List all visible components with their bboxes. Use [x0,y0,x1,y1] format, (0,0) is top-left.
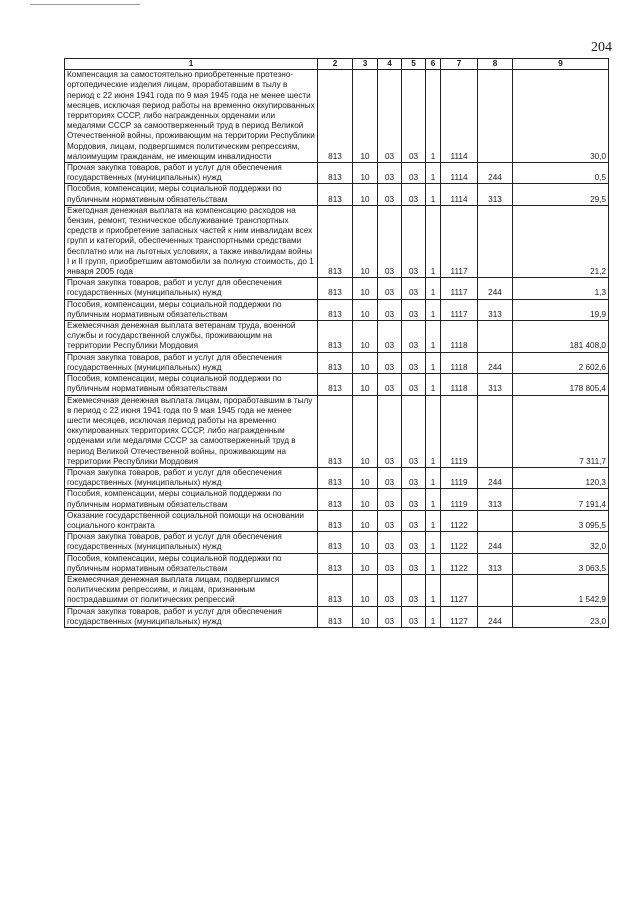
cell-amount: 178 805,4 [513,374,609,395]
cell-article: 1119 [441,467,478,488]
cell-subsection: 03 [378,467,402,488]
table-row [65,532,609,553]
cell-subsection: 03 [378,553,402,574]
cell-expense-type: 313 [478,184,513,205]
cell-expense-type [478,321,513,353]
cell-expense-type [478,574,513,606]
cell-section: 10 [353,205,378,277]
cell-expense-type: 244 [478,606,513,627]
cell-amount: 23,0 [513,606,609,627]
cell-subsection: 03 [378,321,402,353]
cell-amount: 30,0 [513,70,609,163]
cell-subsection: 03 [378,352,402,373]
cell-subsection: 03 [378,510,402,531]
cell-subsection: 03 [378,205,402,277]
cell-article: 1119 [441,489,478,510]
cell-amount: 7 311,7 [513,395,609,467]
cell-subsection: 03 [378,299,402,320]
cell-subsection: 03 [378,489,402,510]
table-row [65,374,609,395]
row-name: Прочая закупка товаров, работ и услуг для обеспечения государственных (муниципальных) нужд [65,278,318,299]
table-row [65,184,609,205]
cell-subsection: 03 [378,374,402,395]
top-rule [30,4,140,5]
cell-program: 03 [402,374,426,395]
cell-section: 10 [353,70,378,163]
cell-subprogram: 1 [426,395,441,467]
cell-program: 03 [402,70,426,163]
row-name: Оказание государственной социальной помощи на основании социального контракта [65,510,318,531]
cell-article: 1118 [441,374,478,395]
header-cell: 1 [65,59,318,70]
cell-ministry: 813 [318,489,353,510]
row-name: Ежегодная денежная выплата на компенсацию расходов на бензин, ремонт, техническое обслуживание транспортных средств и приобретение запасных частей к ним инвалидам всех групп и категорий, обеспеченных транспортными средствами бесплатно или на льготных условиях, а также инвалидам войны I и II групп, приобретшим автомобили за полную стоимость, до 1 января 2005 года [65,205,318,277]
row-name: Прочая закупка товаров, работ и услуг для обеспечения государственных (муниципальных) нужд [65,467,318,488]
cell-expense-type: 244 [478,352,513,373]
cell-program: 03 [402,489,426,510]
header-cell: 7 [441,59,478,70]
header-cell: 6 [426,59,441,70]
cell-subprogram: 1 [426,510,441,531]
cell-article: 1127 [441,606,478,627]
cell-expense-type: 244 [478,467,513,488]
cell-program: 03 [402,163,426,184]
cell-section: 10 [353,510,378,531]
table-row [65,205,609,277]
table-row [65,489,609,510]
cell-expense-type: 313 [478,374,513,395]
cell-ministry: 813 [318,510,353,531]
cell-subprogram: 1 [426,574,441,606]
cell-article: 1114 [441,163,478,184]
page-number: 204 [591,40,612,55]
cell-section: 10 [353,553,378,574]
cell-ministry: 813 [318,70,353,163]
header-cell: 8 [478,59,513,70]
cell-section: 10 [353,299,378,320]
cell-article: 1122 [441,553,478,574]
cell-article: 1122 [441,510,478,531]
header-cell: 9 [513,59,609,70]
cell-article: 1114 [441,184,478,205]
row-name: Ежемесячная денежная выплата лицам, подвергшимся политическим репрессиям, и лицам, признанным пострадавшими от политических репрессий [65,574,318,606]
cell-article: 1127 [441,574,478,606]
cell-article: 1117 [441,205,478,277]
cell-ministry: 813 [318,532,353,553]
table-row [65,467,609,488]
cell-subprogram: 1 [426,299,441,320]
cell-ministry: 813 [318,374,353,395]
row-name: Пособия, компенсации, меры социальной поддержки по публичным нормативным обязательствам [65,374,318,395]
row-name: Пособия, компенсации, меры социальной поддержки по публичным нормативным обязательствам [65,184,318,205]
cell-section: 10 [353,184,378,205]
cell-expense-type [478,510,513,531]
cell-subprogram: 1 [426,278,441,299]
row-name: Пособия, компенсации, меры социальной поддержки по публичным нормативным обязательствам [65,489,318,510]
table-row [65,70,609,163]
cell-expense-type: 244 [478,163,513,184]
table-row [65,299,609,320]
cell-expense-type: 244 [478,532,513,553]
table-row [65,553,609,574]
cell-section: 10 [353,374,378,395]
cell-article: 1122 [441,532,478,553]
cell-subsection: 03 [378,532,402,553]
cell-expense-type: 313 [478,299,513,320]
cell-subprogram: 1 [426,352,441,373]
cell-amount: 19,9 [513,299,609,320]
cell-program: 03 [402,395,426,467]
budget-table [64,58,609,628]
cell-subsection: 03 [378,278,402,299]
cell-ministry: 813 [318,574,353,606]
cell-amount: 181 408,0 [513,321,609,353]
cell-article: 1117 [441,299,478,320]
cell-section: 10 [353,532,378,553]
cell-program: 03 [402,467,426,488]
cell-program: 03 [402,205,426,277]
cell-section: 10 [353,278,378,299]
cell-subprogram: 1 [426,70,441,163]
cell-amount: 120,3 [513,467,609,488]
cell-amount: 2 602,6 [513,352,609,373]
cell-ministry: 813 [318,553,353,574]
cell-subprogram: 1 [426,606,441,627]
cell-amount: 32,0 [513,532,609,553]
cell-amount: 7 191,4 [513,489,609,510]
header-cell: 3 [353,59,378,70]
cell-subprogram: 1 [426,374,441,395]
cell-subprogram: 1 [426,532,441,553]
cell-amount: 21,2 [513,205,609,277]
cell-section: 10 [353,467,378,488]
cell-article: 1117 [441,278,478,299]
cell-subprogram: 1 [426,184,441,205]
cell-ministry: 813 [318,299,353,320]
cell-subsection: 03 [378,574,402,606]
cell-subprogram: 1 [426,553,441,574]
cell-section: 10 [353,395,378,467]
cell-expense-type [478,205,513,277]
cell-ministry: 813 [318,205,353,277]
cell-expense-type: 313 [478,489,513,510]
cell-ministry: 813 [318,352,353,373]
cell-section: 10 [353,606,378,627]
table-row [65,321,609,353]
cell-subprogram: 1 [426,321,441,353]
cell-article: 1118 [441,321,478,353]
cell-amount: 0,5 [513,163,609,184]
cell-amount: 1 542,9 [513,574,609,606]
cell-program: 03 [402,299,426,320]
cell-subsection: 03 [378,70,402,163]
cell-subsection: 03 [378,184,402,205]
header-cell: 2 [318,59,353,70]
cell-subprogram: 1 [426,205,441,277]
cell-subprogram: 1 [426,467,441,488]
cell-program: 03 [402,278,426,299]
cell-ministry: 813 [318,467,353,488]
row-name: Прочая закупка товаров, работ и услуг для обеспечения государственных (муниципальных) нужд [65,163,318,184]
row-name: Прочая закупка товаров, работ и услуг для обеспечения государственных (муниципальных) нужд [65,532,318,553]
cell-program: 03 [402,352,426,373]
cell-section: 10 [353,489,378,510]
cell-program: 03 [402,532,426,553]
cell-ministry: 813 [318,163,353,184]
table-row [65,510,609,531]
cell-subsection: 03 [378,163,402,184]
table-row [65,163,609,184]
cell-expense-type: 313 [478,553,513,574]
cell-amount: 29,5 [513,184,609,205]
cell-ministry: 813 [318,278,353,299]
cell-section: 10 [353,352,378,373]
cell-article: 1118 [441,352,478,373]
table-row [65,278,609,299]
cell-ministry: 813 [318,606,353,627]
cell-ministry: 813 [318,321,353,353]
cell-program: 03 [402,606,426,627]
cell-subprogram: 1 [426,489,441,510]
row-name: Ежемесячная денежная выплата ветеранам труда, военной службы и государственной службы, проживающим на территории Республики Мордовия [65,321,318,353]
cell-ministry: 813 [318,395,353,467]
cell-subsection: 03 [378,395,402,467]
row-name: Прочая закупка товаров, работ и услуг для обеспечения государственных (муниципальных) нужд [65,352,318,373]
cell-section: 10 [353,163,378,184]
table-row [65,574,609,606]
cell-program: 03 [402,510,426,531]
row-name: Прочая закупка товаров, работ и услуг для обеспечения государственных (муниципальных) нужд [65,606,318,627]
cell-article: 1114 [441,70,478,163]
cell-section: 10 [353,321,378,353]
row-name: Пособия, компенсации, меры социальной поддержки по публичным нормативным обязательствам [65,299,318,320]
header-cell: 5 [402,59,426,70]
cell-section: 10 [353,574,378,606]
cell-amount: 3 095,5 [513,510,609,531]
table-row [65,395,609,467]
cell-program: 03 [402,553,426,574]
table-row [65,606,609,627]
cell-subsection: 03 [378,606,402,627]
cell-article: 1119 [441,395,478,467]
cell-expense-type: 244 [478,278,513,299]
cell-amount: 3 063,5 [513,553,609,574]
cell-ministry: 813 [318,184,353,205]
row-name: Компенсация за самостоятельно приобретенные протезно-ортопедические изделия лицам, проработавшим в тылу в период с 22 июня 1941 года по 9 мая 1945 года не менее шести месяцев, исключая период работы на временно оккупированных территориях СССР, либо награжденных орденами или медалями СССР за самоотверженный труд в период Великой Отечественной войны, проживающим на территории Республики Мордовия, лицам, подвергшимся политическим репрессиям, малоимущим гражданам, не имеющим инвалидности [65,70,318,163]
header-cell: 4 [378,59,402,70]
cell-program: 03 [402,184,426,205]
header-row [65,59,609,70]
cell-expense-type [478,395,513,467]
table-row [65,352,609,373]
cell-program: 03 [402,321,426,353]
cell-program: 03 [402,574,426,606]
cell-amount: 1,3 [513,278,609,299]
row-name: Ежемесячная денежная выплата лицам, проработавшим в тылу в период с 22 июня 1941 года по 9 мая 1945 года не менее шести месяцев, исключая период работы на временно оккупированных территориях СССР, либо награжденным орденами или медалями СССР за самоотверженный труд в период Великой Отечественной войны, проживающим на территории Республики Мордовия [65,395,318,467]
row-name: Пособия, компенсации, меры социальной поддержки по публичным нормативным обязательствам [65,553,318,574]
cell-subprogram: 1 [426,163,441,184]
cell-expense-type [478,70,513,163]
